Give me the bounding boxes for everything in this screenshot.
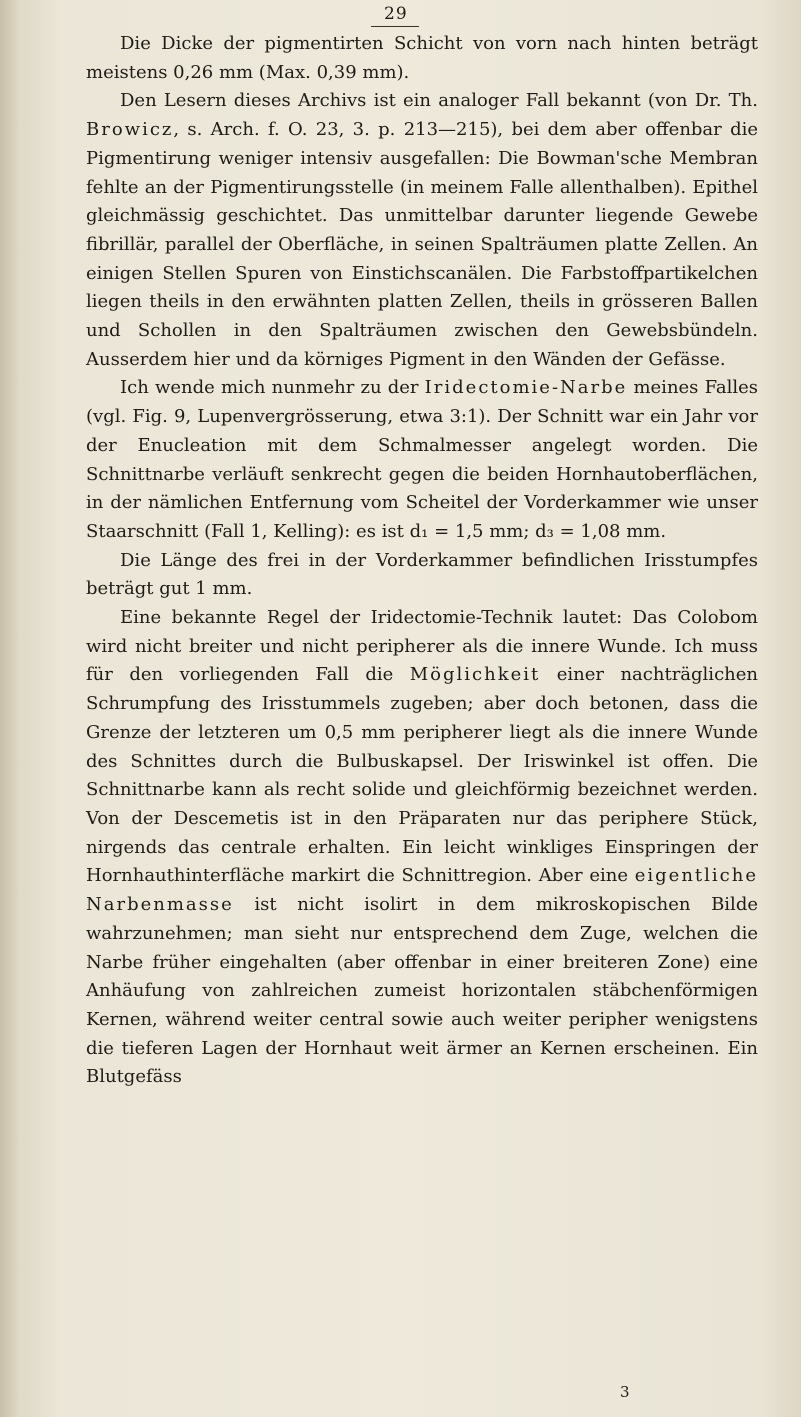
emphasized-text: Möglichkeit [409,664,541,686]
paragraph [86,30,758,87]
emphasized-text: Browicz [86,119,174,141]
text-run: Die Länge des frei in der Vorderkammer befindlichen Irisstumpfes beträgt gut 1 mm. [86,549,758,600]
emphasized-text: eigentliche Narbenmasse [86,865,758,916]
paragraph [86,87,758,374]
text-run: Eine bekannte Regel der Iridectomie-Technik lautet: Das Colobom wird nicht breiter und nicht peripherer als die innere Wunde. Ich muss für den vorliegenden Fall die [86,607,758,686]
text-run: einer nachträglichen Schrumpfung des Irisstummels zugeben; aber doch betonen, dass die Grenze der letzteren um 0,5 mm peripherer liegt als die innere Wunde des Schnittes durch die Bulbuskapsel. Der Iriswinkel ist offen. Die Schnittnarbe kann als recht solide und gleichförmig bezeichnet werden. Von der Descemetis ist in den Präparaten nur das periphere Stück, nirgends das centrale erhalten. Ein leicht winkliges Einspringen der Hornhauthinterfläche markirt die Schnittregion. Aber eine [86,664,758,887]
text-run: , s. Arch. f. O. 23, 3. p. 213—215), bei dem aber offenbar die Pigmentirung weniger intensiv ausgefallen: Die Bowman'sche Membran fehlte an der Pigmentirungsstelle (in meinem Falle allenthalben). Epithel gleichmässig geschichtet. Das unmittelbar darunter liegende Gewebe fibrillär, parallel der Oberfläche, in seinen Spalträumen platte Zellen. An einigen Stellen Spuren von Einstichscanälen. Die Farbstoffpartikelchen liegen theils in den erwähnten platten Zellen, theils in grösseren Ballen und Schollen in den Spalträumen zwischen den Gewebsbündeln. Ausserdem hier und da körniges Pigment in den Wänden der Gefässe. [86,119,758,370]
page-number-rule [371,26,419,27]
page-number: 29 [384,4,408,24]
signature-mark: 3 [620,1383,630,1401]
emphasized-text: Iridectomie-Narbe [424,377,628,399]
text-run: Die Dicke der pigmentirten Schicht von vorn nach hinten beträgt meistens 0,26 mm (Max. 0,39 mm). [86,33,758,83]
text-run: meines Falles (vgl. Fig. 9, Lupenvergrösserung, etwa 3:1). Der Schnitt war ein Jahr vor der Enucleation mit dem Schmalmesser angelegt worden. Die Schnittnarbe verläuft senkrecht gegen die beiden Hornhautoberflächen, in der nämlichen Entfernung vom Scheitel der Vorderkammer wie unser Staarschnitt (Fall 1, Kelling): es ist d₁ = 1,5 mm; d₃ = 1,08 mm. [86,377,758,542]
paragraph [86,604,758,1092]
text-run: ist nicht isolirt in dem mikroskopischen Bilde wahrzunehmen; man sieht nur entsprechend dem Zuge, welchen die Narbe früher eingehalten (aber offenbar in einer breiteren Zone) eine Anhäufung von zahlreichen zumeist horizontalen stäbchenförmigen Kernen, während weiter central sowie auch weiter peripher wenigstens die tieferen Lagen der Hornhaut weit ärmer an Kernen erscheinen. Ein Blutgefäss [86,894,758,1088]
page-gutter [0,0,22,1417]
paragraph [86,374,758,546]
body-text [86,30,758,1092]
text-run: Den Lesern dieses Archivs ist ein analoger Fall bekannt (von Dr. Th. [120,90,758,112]
paragraph [86,547,758,604]
text-run: Ich wende mich nunmehr zu der [120,377,425,399]
